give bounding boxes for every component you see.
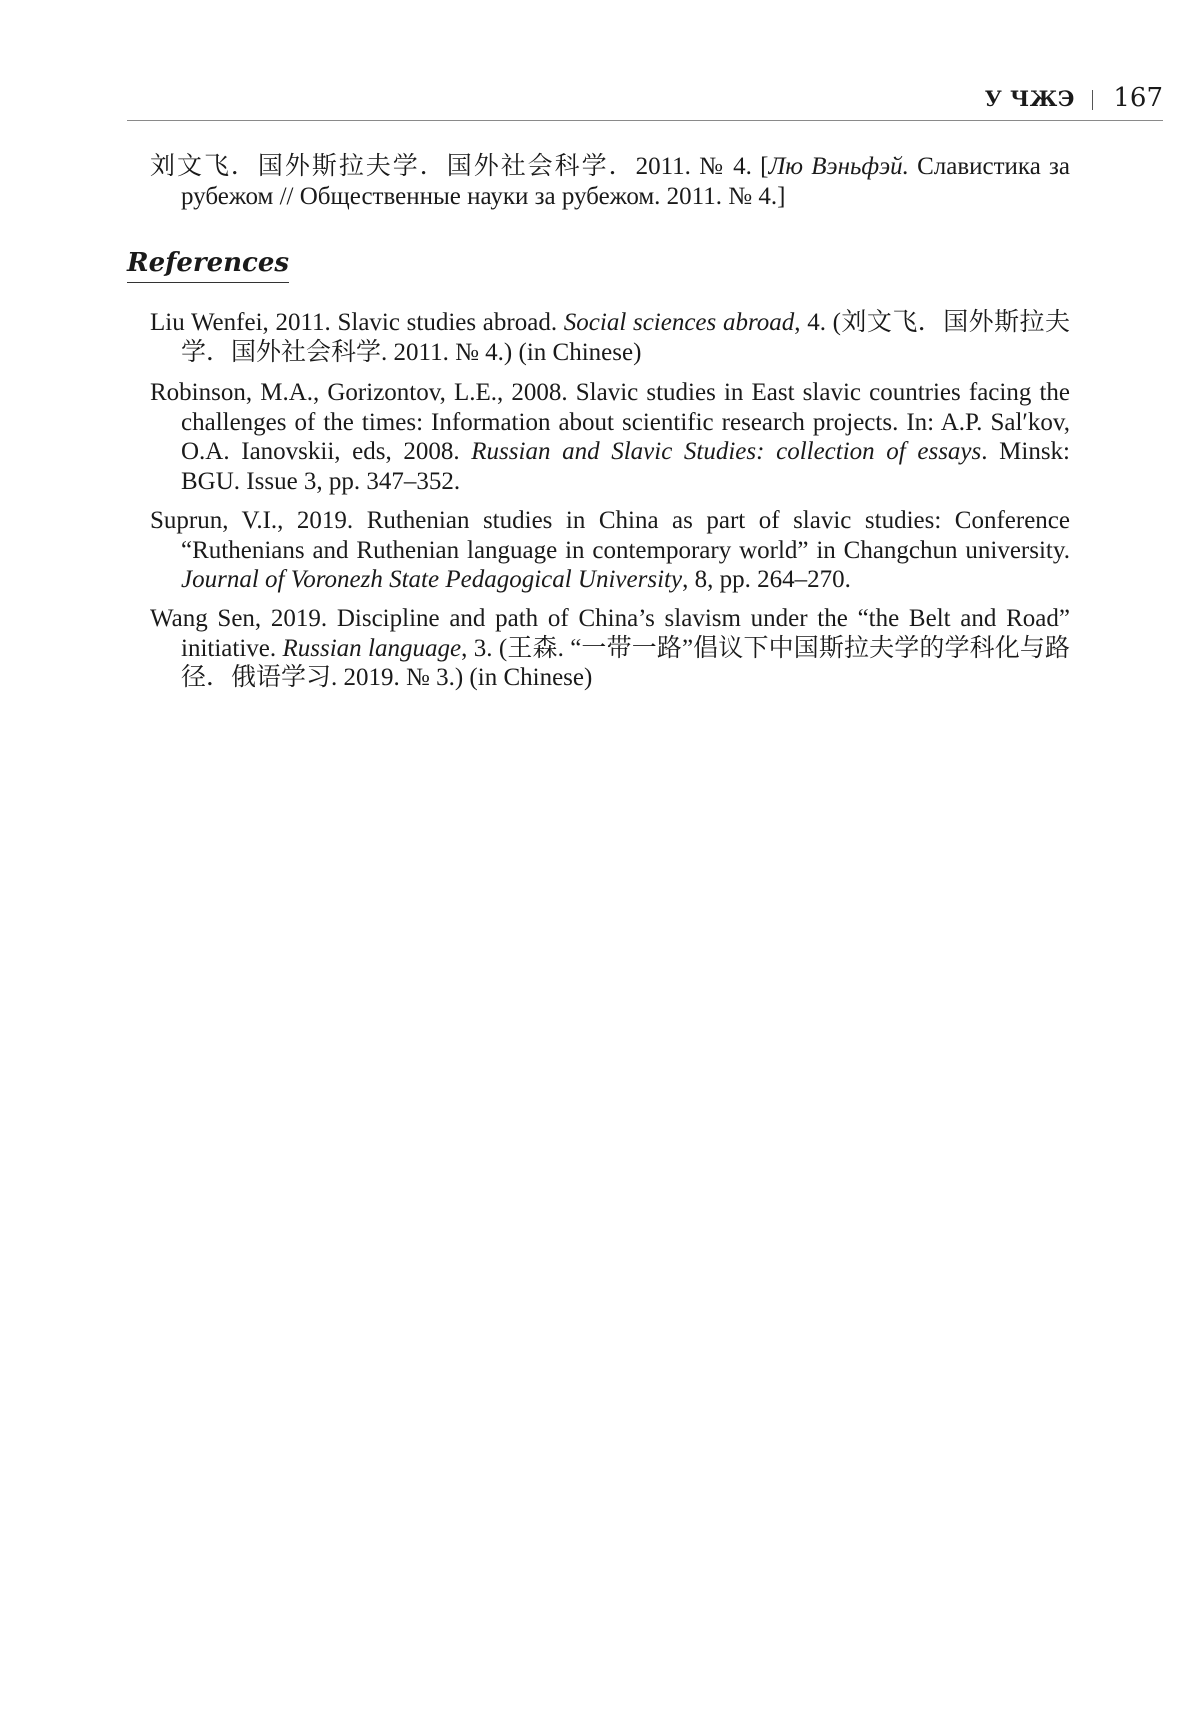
entry-text: , 3. (王森. “一带一路”倡议下中国斯拉夫学的学科化与路径．俄语学习. 2019. № 3.) (in Chinese) [181, 634, 1070, 691]
reference-entry-suprun [150, 506, 1070, 595]
entry-text: 刘文飞．国外斯拉夫学．国外社会科学．2011. № 4. [ [150, 153, 769, 180]
entry-text: Suprun, V.I., 2019. Ruthenian studies in China as part of slavic studies: Conference “Ruthenians and Ruthenian language in contemporary world” in Changchun university. [150, 507, 1070, 564]
reference-entry-wang [150, 604, 1070, 693]
entry-source-italic: Journal of Voronezh State Pedagogical University [181, 566, 683, 593]
preceding-reference-entry [150, 152, 1070, 211]
entry-text: , 4. (刘文飞．国外斯拉夫学．国外社会科学. 2011. № 4.) (in Chinese) [181, 309, 1071, 366]
running-head: У ЧЖЭ [984, 86, 1075, 111]
header-separator [1092, 90, 1093, 110]
entry-text: Robinson, M.A., Gorizontov, L.E., 2008. Slavic studies in East slavic countries facing the challenges of the times: Information about scientific research projects. In: A.P. Sal′kov, O.A. Ianovskii, eds, 2008. [150, 379, 1070, 465]
references-heading: References [127, 248, 289, 283]
reference-entry-liu [150, 308, 1070, 367]
entry-text: Славистика за рубежом // Общественные науки за рубежом. 2011. № 4.] [181, 153, 1070, 210]
entry-text: , 8, pp. 264–270. [682, 566, 851, 593]
entry-text: Liu Wenfei, 2011. Slavic studies abroad. [150, 309, 564, 336]
reference-entry-robinson [150, 378, 1070, 496]
entry-text: Wang Sen, 2019. Discipline and path of China’s slavism under the “the Belt and Road” initiative. [150, 605, 1070, 662]
entry-source-italic: Russian and Slavic Studies: collection of essays [471, 438, 982, 465]
entry-source-italic: Social sciences abroad [563, 309, 795, 336]
page-header [127, 78, 1163, 121]
entry-text: . Minsk: BGU. Issue 3, pp. 347–352. [181, 438, 1070, 495]
entry-source-italic: Russian language [282, 634, 462, 662]
entry-author-italic: Лю Вэньфэй. [768, 153, 909, 180]
page-number: 167 [1113, 83, 1163, 113]
